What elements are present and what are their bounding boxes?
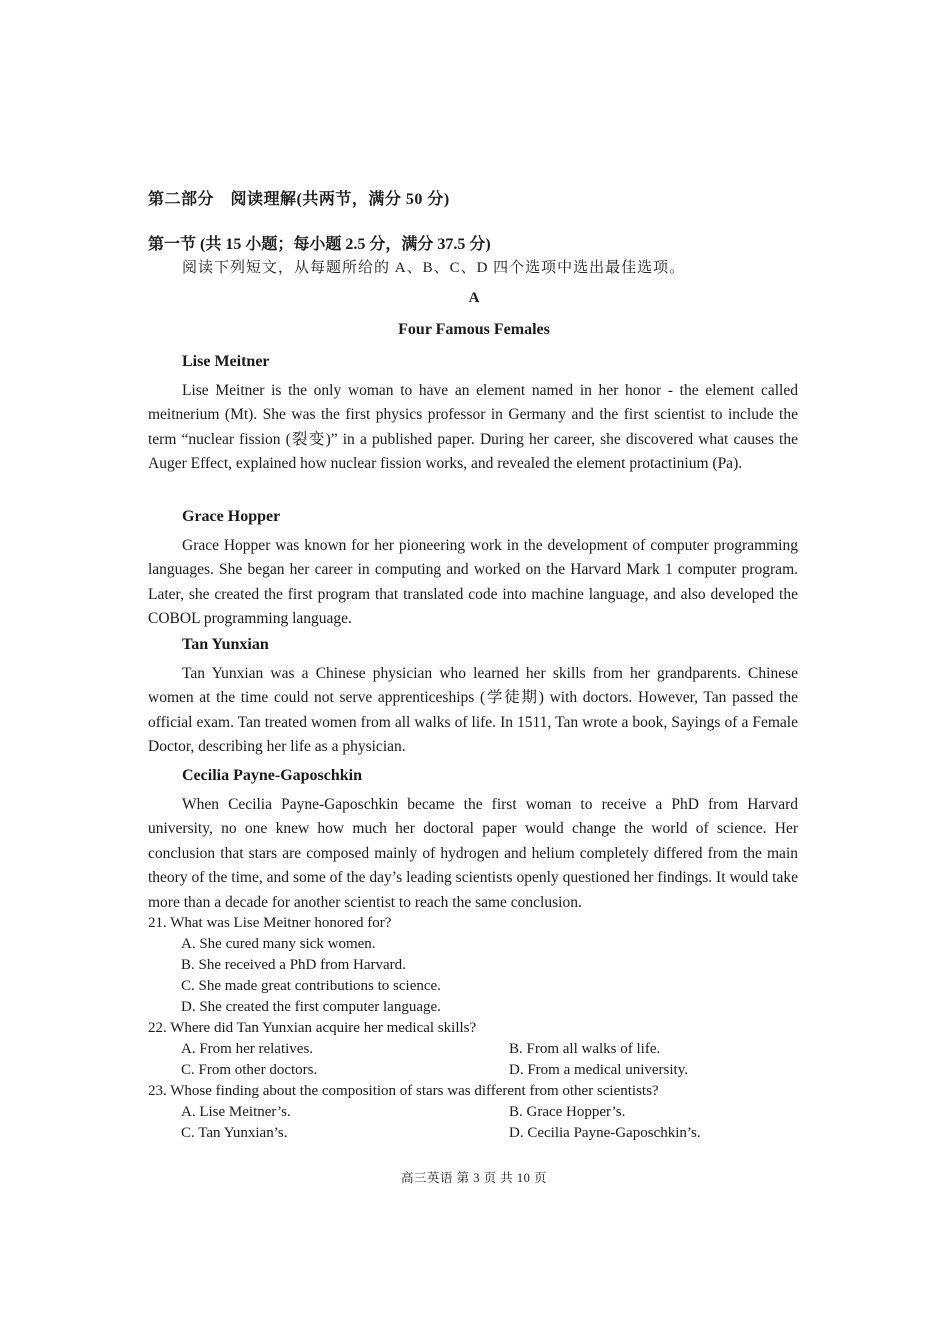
- paragraph-tan-yunxian: Tan Yunxian was a Chinese physician who learned her skills from her grandparents. Chinese women at the time could not serve apprenticeships (学徒期) with doctors. However, Tan passed the official exam. Tan treated women from all walks of life. In 1511, Tan wrote a book, Sayings of a Female Doctor, describing her life as a physician.: [148, 665, 798, 756]
- subsection-title: 第一节 (共 15 小题；每小题 2.5 分，满分 37.5 分): [148, 236, 491, 253]
- question-22-stem: 22. Where did Tan Yunxian acquire her medical skills?: [148, 1020, 477, 1036]
- question-21-option-d[interactable]: D. She created the first computer language.: [181, 999, 441, 1015]
- passage-label: A: [468, 290, 480, 306]
- person-name-tan-yunxian: Tan Yunxian: [182, 636, 269, 653]
- person-name-lise-meitner: Lise Meitner: [182, 353, 270, 370]
- question-22-option-c[interactable]: C. From other doctors.: [181, 1062, 318, 1078]
- question-21-option-a[interactable]: A. She cured many sick women.: [181, 936, 376, 952]
- passage-title: Four Famous Females: [398, 321, 550, 338]
- person-name-cecilia-payne-gaposchkin: Cecilia Payne-Gaposchkin: [182, 767, 363, 784]
- question-23-option-b[interactable]: B. Grace Hopper’s.: [509, 1104, 626, 1120]
- instructions: 阅读下列短文，从每题所给的 A、B、C、D 四个选项中选出最佳选项。: [182, 260, 686, 276]
- question-21-stem: 21. What was Lise Meitner honored for?: [148, 915, 392, 931]
- question-22-option-a[interactable]: A. From her relatives.: [181, 1041, 314, 1057]
- question-23-option-c[interactable]: C. Tan Yunxian’s.: [181, 1125, 288, 1141]
- question-22-option-b[interactable]: B. From all walks of life.: [509, 1041, 661, 1057]
- exam-page: [148, 0, 800, 1344]
- question-23-option-d[interactable]: D. Cecilia Payne-Gaposchkin’s.: [509, 1125, 701, 1141]
- person-name-grace-hopper: Grace Hopper: [182, 508, 281, 525]
- paragraph-cecilia-payne-gaposchkin: When Cecilia Payne-Gaposchkin became the first woman to receive a PhD from Harvard university, no one knew how much her doctoral paper would change the world of science. Her conclusion that stars are composed mainly of hydrogen and helium completely differed from the main theory of the time, and some of the day’s leading scientists openly questioned her findings. It would take more than a decade for another scientist to reach the same conclusion.: [148, 796, 798, 911]
- question-21-option-c[interactable]: C. She made great contributions to science.: [181, 978, 441, 994]
- paragraph-lise-meitner: Lise Meitner is the only woman to have an element named in her honor - the element called meitnerium (Mt). She was the first physics professor in Germany and the first scientist to include the term “nuclear fission (裂变)” in a published paper. During her career, she discovered what causes the Auger Effect, explained how nuclear fission works, and revealed the element protactinium (Pa).: [148, 382, 798, 473]
- page-footer: 高三英语 第 3 页 共 10 页: [400, 1171, 547, 1185]
- question-22-option-d[interactable]: D. From a medical university.: [509, 1062, 688, 1078]
- paragraph-grace-hopper: Grace Hopper was known for her pioneering work in the development of computer programming languages. She began her career in computing and worked on the Harvard Mark 1 computer program. Later, she created the first program that translated code into machine language, and also developed the COBOL programming language.: [148, 537, 798, 628]
- section-title: 第二部分 阅读理解(共两节，满分 50 分): [148, 191, 450, 208]
- question-23-option-a[interactable]: A. Lise Meitner’s.: [181, 1104, 291, 1120]
- question-23-stem: 23. Whose finding about the composition of stars was different from other scientists?: [148, 1083, 659, 1099]
- question-21-option-b[interactable]: B. She received a PhD from Harvard.: [181, 957, 406, 973]
